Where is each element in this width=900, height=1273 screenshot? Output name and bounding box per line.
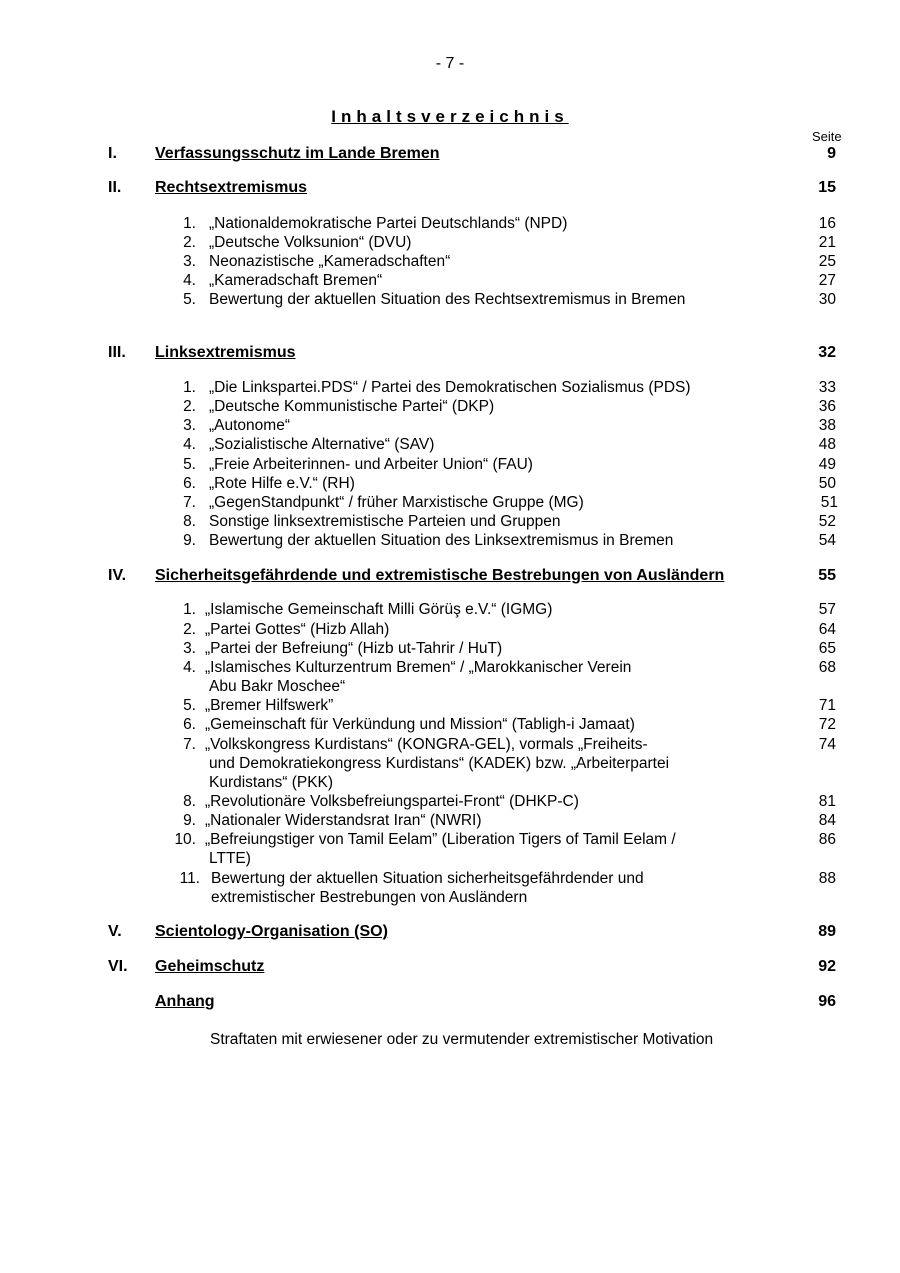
section-title[interactable]: Geheimschutz <box>155 958 265 975</box>
entry-number: 7. <box>183 494 196 511</box>
entry-title[interactable]: „Nationaldemokratische Partei Deutschlands“ (NPD) <box>209 215 568 232</box>
section-title[interactable]: Sicherheitsgefährdende und extremistische Bestrebungen von Ausländern <box>155 567 725 584</box>
entry-number: 4. <box>183 272 196 289</box>
section-page: 92 <box>818 958 836 975</box>
entry-number: 4. <box>183 436 196 453</box>
entry-title[interactable]: „GegenStandpunkt“ / früher Marxistische Gruppe (MG) <box>209 494 584 511</box>
entry-number: 3. <box>183 640 196 657</box>
entry-title[interactable]: Neonazistische „Kameradschaften“ <box>209 253 451 270</box>
entry-page: 48 <box>818 436 836 453</box>
entry-title[interactable]: „Autonome“ <box>209 417 290 434</box>
entry-page: 33 <box>818 379 836 396</box>
entry-number: 2. <box>183 621 196 638</box>
section-roman: V. <box>108 923 122 940</box>
entry-page: 30 <box>818 291 836 308</box>
entry-title[interactable]: „Revolutionäre Volksbefreiungspartei-Front“ (DHKP-C) <box>205 793 579 810</box>
entry-title[interactable]: Sonstige linksextremistische Parteien und Gruppen <box>209 513 561 530</box>
entry-number: 2. <box>183 234 196 251</box>
entry-title-continuation: LTTE) <box>209 850 251 867</box>
section-title[interactable]: Scientology-Organisation (SO) <box>155 923 388 940</box>
section-page: 15 <box>818 179 836 196</box>
entry-number: 6. <box>183 716 196 733</box>
entry-number: 7. <box>183 736 196 753</box>
entry-number: 9. <box>183 812 196 829</box>
section-title[interactable]: Rechtsextremismus <box>155 179 308 196</box>
entry-number: 1. <box>183 379 196 396</box>
entry-number: 4. <box>183 659 196 676</box>
section-page: 9 <box>827 145 836 162</box>
page-column-label: Seite <box>812 129 842 144</box>
entry-title-continuation: extremistischer Bestrebungen von Ausländern <box>211 889 528 906</box>
entry-page: 16 <box>818 215 836 232</box>
entry-page: 49 <box>818 456 836 473</box>
entry-number: 6. <box>183 475 196 492</box>
entry-title[interactable]: Bewertung der aktuellen Situation sicherheitsgefährdender und <box>211 870 644 887</box>
entry-page: 27 <box>818 272 836 289</box>
entry-number: 1. <box>183 215 196 232</box>
entry-title[interactable]: „Deutsche Kommunistische Partei“ (DKP) <box>209 398 495 415</box>
entry-page: 54 <box>818 532 836 549</box>
section-roman: III. <box>108 344 126 361</box>
section-page: 96 <box>818 993 836 1010</box>
entry-number: 11. <box>179 870 200 887</box>
entry-number: 8. <box>183 793 196 810</box>
entry-page: 71 <box>818 697 836 714</box>
section-title[interactable]: Linksextremismus <box>155 344 296 361</box>
entry-page: 25 <box>818 253 836 270</box>
entry-page: 51 <box>820 494 838 511</box>
appendix-note: Straftaten mit erwiesener oder zu vermutender extremistischer Motivation <box>210 1031 714 1048</box>
entry-title[interactable]: Bewertung der aktuellen Situation des Rechtsextremismus in Bremen <box>209 291 686 308</box>
section-page: 55 <box>818 567 836 584</box>
entry-page: 57 <box>818 601 836 618</box>
entry-number: 9. <box>183 532 196 549</box>
entry-number: 5. <box>183 697 196 714</box>
entry-number: 8. <box>183 513 196 530</box>
entry-page: 72 <box>818 716 836 733</box>
entry-title-continuation: Kurdistans“ (PKK) <box>209 774 334 791</box>
section-roman: II. <box>108 179 122 196</box>
entry-page: 86 <box>818 831 836 848</box>
entry-page: 65 <box>818 640 836 657</box>
entry-page: 74 <box>818 736 836 753</box>
section-roman: IV. <box>108 567 127 584</box>
section-page: 32 <box>818 344 836 361</box>
entry-title[interactable]: „Die Linkspartei.PDS“ / Partei des Demokratischen Sozialismus (PDS) <box>209 379 691 396</box>
entry-title[interactable]: „Nationaler Widerstandsrat Iran“ (NWRI) <box>205 812 482 829</box>
entry-number: 5. <box>183 456 196 473</box>
entry-page: 64 <box>818 621 836 638</box>
entry-title[interactable]: „Islamisches Kulturzentrum Bremen“ / „Marokkanischer Verein <box>205 659 632 676</box>
entry-title[interactable]: „Gemeinschaft für Verkündung und Mission“ (Tabligh-i Jamaat) <box>205 716 635 733</box>
entry-page: 50 <box>818 475 836 492</box>
entry-title[interactable]: „Sozialistische Alternative“ (SAV) <box>209 436 435 453</box>
entry-page: 88 <box>818 870 836 887</box>
section-page: 89 <box>818 923 836 940</box>
entry-page: 84 <box>818 812 836 829</box>
entry-title[interactable]: „Partei der Befreiung“ (Hizb ut-Tahrir / HuT) <box>205 640 503 657</box>
entry-number: 2. <box>183 398 196 415</box>
entry-title[interactable]: „Islamische Gemeinschaft Milli Görüş e.V.“ (IGMG) <box>205 601 553 618</box>
entry-title[interactable]: „Befreiungstiger von Tamil Eelam” (Liberation Tigers of Tamil Eelam / <box>205 831 676 848</box>
entry-page: 36 <box>818 398 836 415</box>
entry-title[interactable]: „Deutsche Volksunion“ (DVU) <box>209 234 412 251</box>
entry-page: 81 <box>818 793 836 810</box>
entry-number: 1. <box>183 601 196 618</box>
entry-number: 3. <box>183 417 196 434</box>
page-number: - 7 - <box>435 55 465 72</box>
section-roman: VI. <box>108 958 128 975</box>
section-title[interactable]: Verfassungsschutz im Lande Bremen <box>155 145 440 162</box>
entry-title[interactable]: „Freie Arbeiterinnen- und Arbeiter Union“ (FAU) <box>209 456 533 473</box>
entry-page: 21 <box>818 234 836 251</box>
entry-title[interactable]: „Volkskongress Kurdistans“ (KONGRA-GEL), vormals „Freiheits- <box>205 736 648 753</box>
section-roman: I. <box>108 145 117 162</box>
entry-number: 3. <box>183 253 196 270</box>
entry-number: 10. <box>174 831 196 848</box>
entry-page: 52 <box>818 513 836 530</box>
entry-title[interactable]: „Rote Hilfe e.V.“ (RH) <box>209 475 355 492</box>
entry-title[interactable]: „Partei Gottes“ (Hizb Allah) <box>205 621 390 638</box>
entry-title-continuation: und Demokratiekongress Kurdistans“ (KADEK) bzw. „Arbeiterpartei <box>209 755 670 772</box>
entry-title[interactable]: „Bremer Hilfswerk” <box>205 697 334 714</box>
entry-number: 5. <box>183 291 196 308</box>
toc-title: Inhaltsverzeichnis <box>331 107 569 126</box>
entry-title[interactable]: „Kameradschaft Bremen“ <box>209 272 383 289</box>
entry-page: 68 <box>818 659 836 676</box>
entry-page: 38 <box>818 417 836 434</box>
section-title-anhang[interactable]: Anhang <box>155 993 215 1010</box>
entry-title[interactable]: Bewertung der aktuellen Situation des Linksextremismus in Bremen <box>209 532 674 549</box>
entry-title-continuation: Abu Bakr Moschee“ <box>209 678 346 695</box>
